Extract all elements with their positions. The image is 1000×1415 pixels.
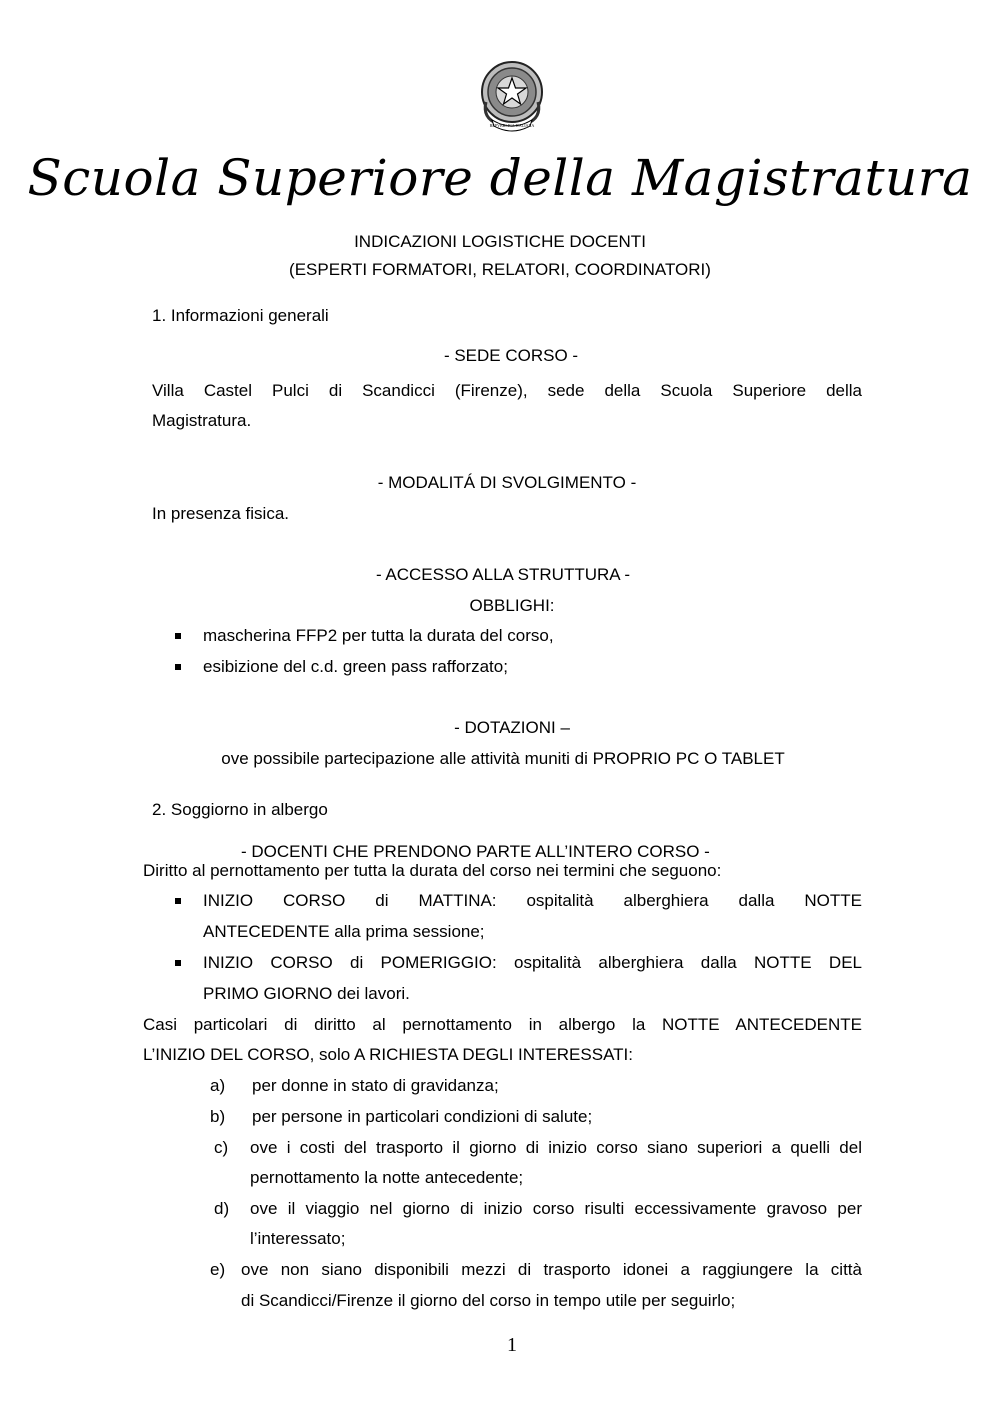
case-letter: c) [214,1138,229,1157]
bullet-icon [175,960,181,966]
accesso-title: - ACCESSO ALLA STRUTTURA - [375,565,631,584]
case-text: per donne in stato di gravidanza; [252,1076,499,1095]
case-text-line2: di Scandicci/Firenze il giorno del corso in tempo utile per seguirlo; [241,1291,736,1310]
case-letter: d) [214,1199,230,1218]
italian-republic-emblem-icon [478,58,546,134]
section2-heading: 2. Soggiorno in albergo [152,800,328,819]
case-text: ove i costi del trasporto il giorno di inizio corso siano superiori a quelli del [250,1138,862,1157]
sede-corso-title: - SEDE CORSO - [443,346,579,365]
docenti-title: - DOCENTI CHE PRENDONO PARTE ALL’INTERO CORSO - [241,842,710,861]
soggiorno-bullet-line2: PRIMO GIORNO dei lavori. [203,984,410,1003]
bullet-icon [175,898,181,904]
modalita-text: In presenza fisica. [152,504,290,523]
obblighi-subtitle: OBBLIGHI: [469,596,555,615]
case-letter: e) [210,1260,226,1279]
page-number: 1 [507,1334,517,1356]
case-letter: a) [210,1076,226,1095]
dotazioni-title: - DOTAZIONI – [454,718,570,737]
casi-line2: L’INIZIO DEL CORSO, solo A RICHIESTA DEGLI INTERESSATI: [143,1045,633,1064]
bullet-icon [175,664,181,670]
soggiorno-bullet-line1: INIZIO CORSO di POMERIGGIO: ospitalità alberghiera dalla NOTTE DEL [203,953,862,972]
sede-text-line2: Magistratura. [152,411,252,430]
case-text-line2: l’interessato; [250,1229,346,1248]
obbligo-item: mascherina FFP2 per tutta la durata del corso, [203,626,554,645]
school-name: Scuola Superiore della Magistratura [27,149,973,207]
case-text-line2: pernottamento la notte antecedente; [250,1168,524,1187]
sede-text-line1: Villa Castel Pulci di Scandicci (Firenze), sede della Scuola Superiore della [152,381,862,400]
case-text: ove non siano disponibili mezzi di trasporto idonei a raggiungere la città [241,1260,862,1279]
document-title-line2: (ESPERTI FORMATORI, RELATORI, COORDINATORI) [289,260,711,279]
document-title-line1: INDICAZIONI LOGISTICHE DOCENTI [354,232,646,251]
soggiorno-bullet-line2: ANTECEDENTE alla prima sessione; [203,922,485,941]
soggiorno-bullet-line1: INIZIO CORSO di MATTINA: ospitalità alberghiera dalla NOTTE [203,891,862,910]
emblem-ribbon-text: REPVBBLICA ITALIANA [489,123,535,128]
section1-heading: 1. Informazioni generali [152,306,329,325]
bullet-icon [175,633,181,639]
case-letter: b) [210,1107,226,1126]
dotazioni-text: ove possibile partecipazione alle attività muniti di PROPRIO PC O TABLET [221,749,785,768]
soggiorno-intro: Diritto al pernottamento per tutta la durata del corso nei termini che seguono: [143,861,722,880]
obbligo-item: esibizione del c.d. green pass rafforzato; [203,657,508,676]
modalita-title: - MODALITÁ DI SVOLGIMENTO - [377,473,637,492]
casi-line1: Casi particolari di diritto al pernottamento in albergo la NOTTE ANTECEDENTE [143,1015,862,1034]
case-text: per persone in particolari condizioni di salute; [252,1107,593,1126]
case-text: ove il viaggio nel giorno di inizio corso risulti eccessivamente gravoso per [250,1199,862,1218]
